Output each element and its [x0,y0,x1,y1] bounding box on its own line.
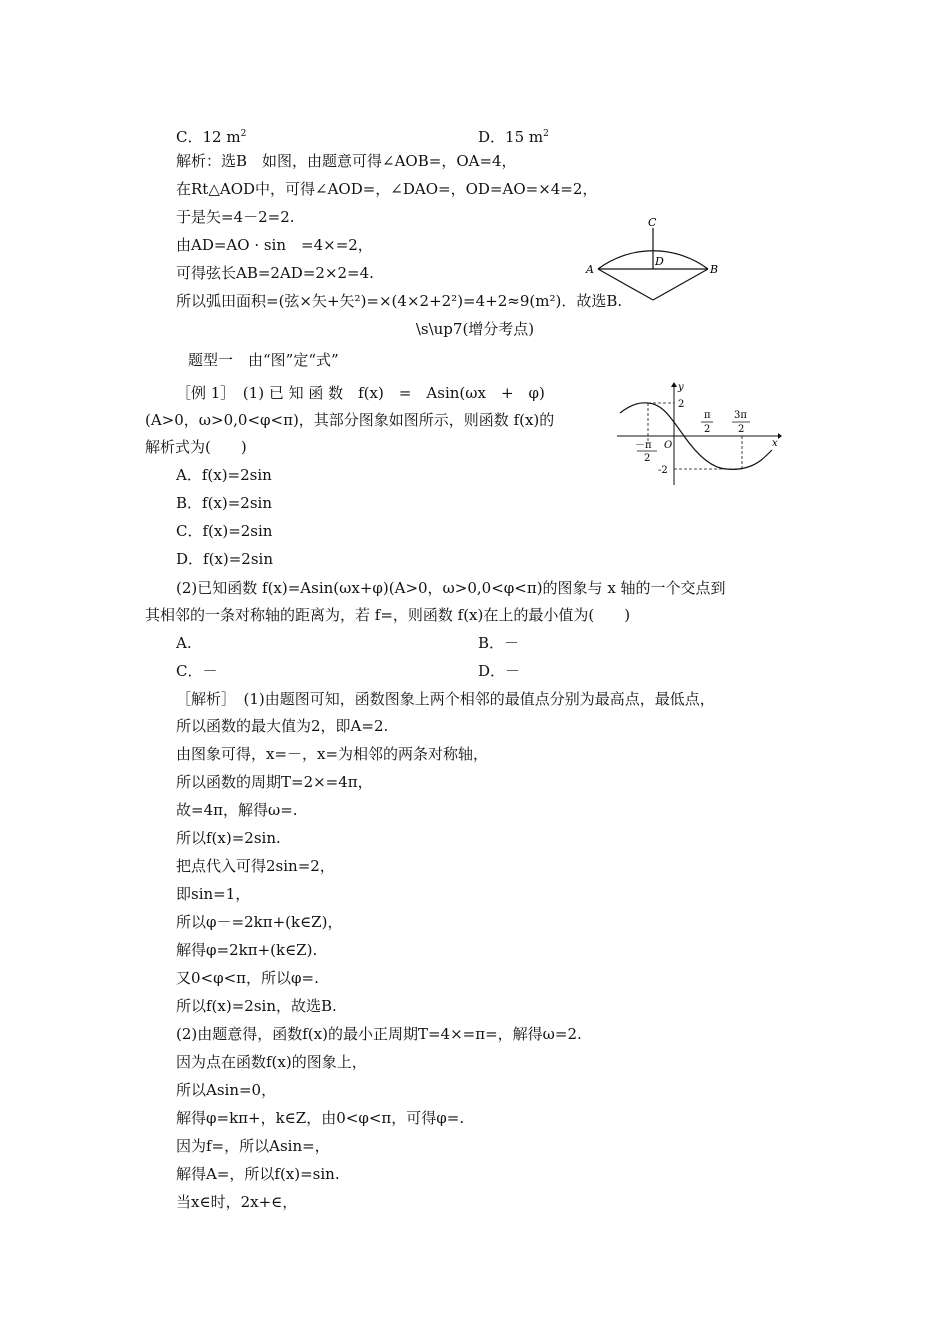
tick-pi-den: 2 [704,424,711,435]
solution-line: 把点代入可得2sin=2， [176,857,335,875]
solution-line: 当x∈时，2x+∈， [176,1193,298,1211]
solution-line: 所以f(x)=2sin. [176,829,281,847]
option-d: D．－ [478,662,521,680]
part2-line: 其相邻的一条对称轴的距离为，若 f=，则函数 f(x)在上的最小值为( ) [145,606,631,624]
option-c-prev: C．12 $m^2$ [176,128,247,146]
analysis-line: 于是矢=4－2=2. [176,208,295,226]
analysis-line: 解析：选B 如图，由题意可得∠AOB=，OA=4， [176,152,517,170]
tick-neg-pi-den: 2 [644,453,651,464]
analysis-line: 在Rt△AOD中，可得∠AOD=，∠DAO=，OD=AO=×4=2， [176,180,598,198]
solution-line: 故=4π，解得ω=. [176,801,298,819]
y-axis-label: y [678,382,684,393]
solution-line: 所以f(x)=2sin，故选B. [176,997,337,1015]
solution-line: 所以Asin=0， [176,1081,277,1099]
section-marker: \s\up7(增分考点) [415,320,535,338]
label-c: C [648,216,657,229]
option-b: B．f(x)=2sin [176,494,273,512]
option-d-prev: D．15 $m^2$ [478,128,549,146]
y-tick-neg2: -2 [658,465,668,476]
sine-graph [612,380,782,488]
option-c: C．－ [176,662,218,680]
solution-line: 所以φ－=2kπ+(k∈Z)， [176,913,343,931]
solution-line: 由图象可得，x=－，x=为相邻的两条对称轴， [176,745,489,763]
option-a: A. [176,634,192,652]
example-line: ［例 1］ (1) 已 知 函 数 f(x) = Asin(ωx + φ) [176,384,545,402]
tick-3pi-num: 3π [734,410,747,421]
arc-field-figure [580,212,730,308]
solution-line: 解得φ=kπ+，k∈Z，由0<φ<π，可得φ=. [176,1109,465,1127]
option-a: A．f(x)=2sin [176,466,272,484]
type-title: 题型一 由“图”定“式” [188,351,339,369]
part2-line: (2)已知函数 f(x)=Asin(ωx+φ)(A>0，ω>0,0<φ<π)的图象与 x 轴的一个交点到 [176,579,726,597]
option-b: B．－ [478,634,520,652]
tick-pi-num: π [704,410,711,421]
solution-line: ［解析］ (1)由题图可知，函数图象上两个相邻的最值点分别为最高点，最低点， [176,690,715,708]
option-d: D．f(x)=2sin [176,550,274,568]
solution-line: 所以函数的周期T=2×=4π， [176,773,373,791]
solution-line: (2)由题意得，函数f(x)的最小正周期T=4×=π=，解得ω=2. [176,1025,582,1043]
solution-line: 解得A=，所以f(x)=sin. [176,1165,340,1183]
tick-3pi-den: 2 [738,424,745,435]
y-tick-2: 2 [678,399,685,410]
analysis-line: 由AD=AO · sin =4×=2， [176,236,373,254]
solution-line: 解得φ=2kπ+(k∈Z). [176,941,318,959]
analysis-line: 所以弧田面积=(弦×矢+矢²)=×(4×2+2²)=4+2≈9(m²)．故选B. [176,292,623,310]
example-line: (A>0，ω>0,0<φ<π)，其部分图象如图所示，则函数 f(x)的 [145,411,555,429]
label-b: B [710,263,719,276]
tick-neg-pi-num: －π [635,440,652,451]
origin-label: O [664,440,673,451]
solution-line: 所以函数的最大值为2，即A=2. [176,717,389,735]
label-d: D [655,255,664,268]
solution-line: 因为f=，所以Asin=， [176,1137,330,1155]
analysis-line: 可得弦长AB=2AD=2×2=4. [176,264,374,282]
solution-line: 即sin=1， [176,885,251,903]
solution-line: 又0<φ<π，所以φ=. [176,969,319,987]
option-c: C．f(x)=2sin [176,522,273,540]
example-line: 解析式为( ) [145,438,247,456]
solution-line: 因为点在函数f(x)的图象上， [176,1053,367,1071]
label-a: A [586,263,594,276]
x-axis-label: x [772,438,778,449]
